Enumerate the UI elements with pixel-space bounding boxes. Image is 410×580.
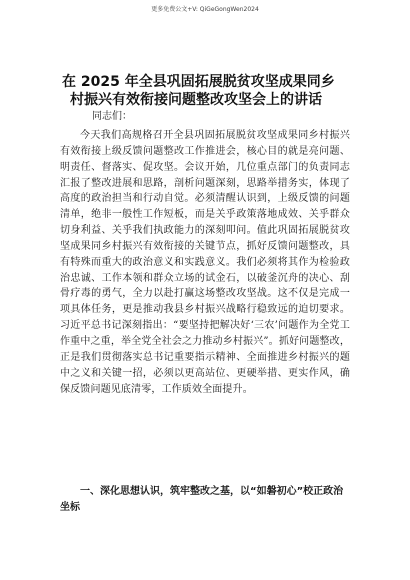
document-title — [62, 73, 362, 109]
title-line-2: 村振兴有效衔接问题整改攻坚会上的讲话 — [70, 92, 322, 108]
body-text — [60, 128, 350, 397]
section-heading: 一、深化思想认识，筑牢整改之基，以“如磐初心”校正政治坐标 — [60, 486, 344, 513]
salutation: 同志们： — [92, 111, 132, 122]
header-note: 更多免费公文+V: QiGeGongWen2024 — [151, 6, 259, 13]
body-paragraph: 今天我们高规格召开全县巩固拓展脱贫攻坚成果同乡村振兴有效衔接上级反馈问题整改工作推进会，核心目的就是亮问题、明责任、督落实、促攻坚。会议开始，几位重点部门的负责同志汇报了整改进展和思路，剖析问题深刻，思路举措务实，体现了高度的政治担当和行动自觉。必须清醒认识到，上级反馈的问题清单，绝非一般性工作短板，而是关乎政策落地成效、关乎群众切身利益、关乎我们执政能力的深刻叩问。值此巩固拓展脱贫攻坚成果同乡村振兴有效衔接的关键节点，抓好反馈问题整改，具有特殊而重大的政治意义和实践意义。我们必须将其作为检验政治忠诚、工作本领和群众立场的试金石，以破釜沉舟的决心、刮骨疗毒的勇气，全力以赴打赢这场整改攻坚战。这不仅是完成一项具体任务，更是推动我县乡村振兴战略行稳致远的迫切要求。习近平总书记深刻指出：“要坚持把解决好‘三农’问题作为全党工作重中之重，举全党全社会之力推动乡村振兴”。抓好问题整改，正是我们贯彻落实总书记重要指示精神、全面推进乡村振兴的题中之义和关键一招，必须以更高站位、更硬举措、更实作风，确保反馈问题见底清零，工作质效全面提升。 — [60, 130, 350, 395]
title-line-1: 在 2025 年全县巩固拓展脱贫攻坚成果同乡 — [62, 74, 335, 90]
